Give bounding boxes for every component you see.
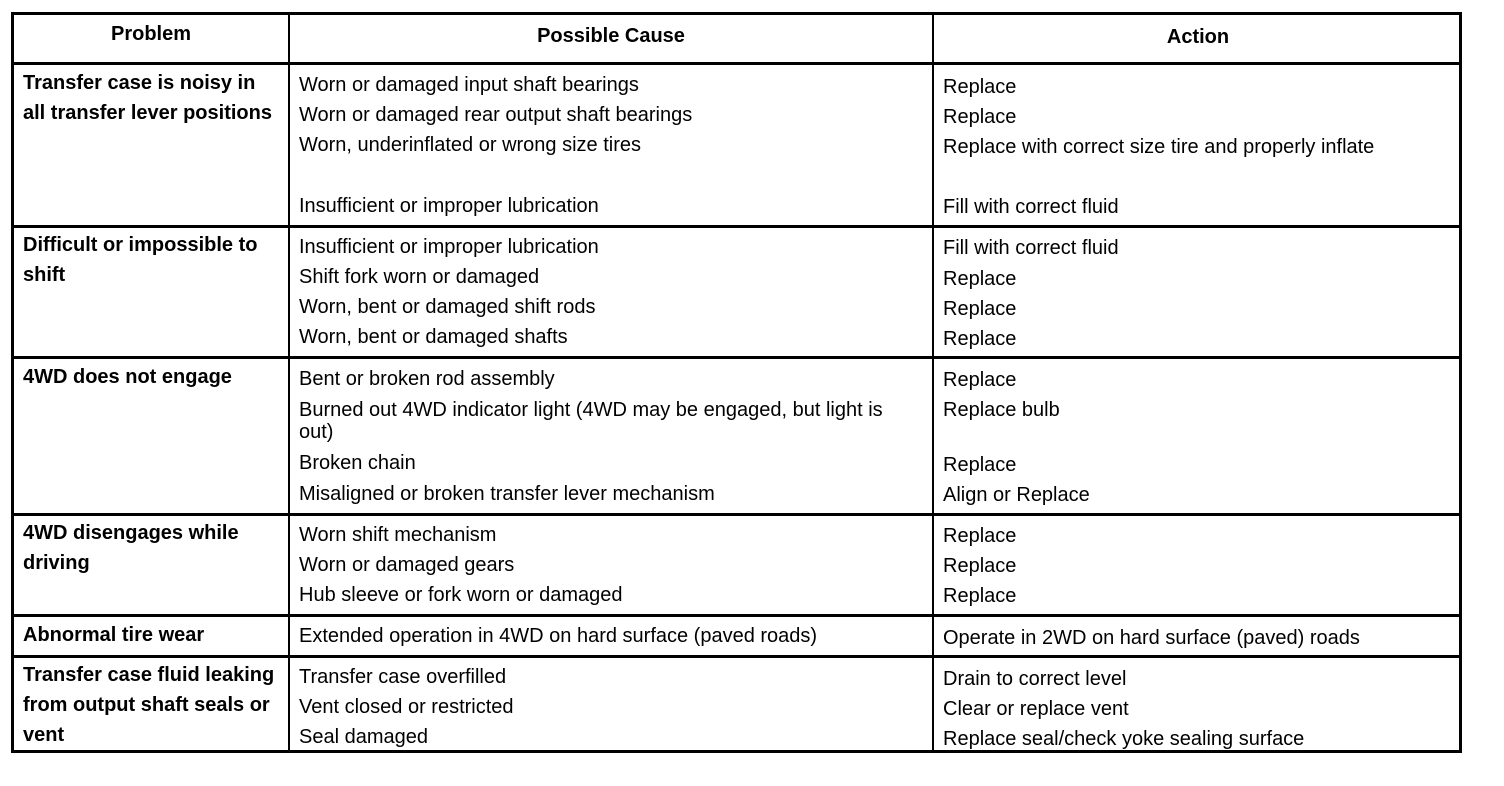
column-divider-2: [932, 15, 934, 750]
action-cell: Replace: [943, 106, 1017, 128]
action-cell: Drain to correct level: [943, 668, 1127, 690]
cause-cell: Worn or damaged gears: [299, 554, 515, 576]
action-cell: Fill with correct fluid: [943, 237, 1119, 259]
cause-cell: Hub sleeve or fork worn or damaged: [299, 584, 623, 606]
action-cell: Align or Replace: [943, 484, 1090, 506]
cause-cell: Worn or damaged rear output shaft bearings: [299, 104, 693, 126]
action-cell: Replace with correct size tire and properly inflate: [943, 136, 1375, 158]
cause-cell: Worn or damaged input shaft bearings: [299, 74, 639, 96]
header-divider: [14, 62, 1459, 65]
action-cell: Replace: [943, 525, 1017, 547]
action-cell: Replace: [943, 268, 1017, 290]
cause-cell: Insufficient or improper lubrication: [299, 236, 599, 258]
cause-cell: Extended operation in 4WD on hard surface (paved roads): [299, 625, 818, 647]
cause-cell: Misaligned or broken transfer lever mechanism: [299, 483, 715, 505]
header-action: Action: [1166, 26, 1230, 48]
header-problem: Problem: [110, 23, 192, 45]
action-cell: Replace: [943, 298, 1017, 320]
cause-cell: Insufficient or improper lubrication: [299, 195, 599, 217]
action-cell: Replace: [943, 328, 1017, 350]
cause-cell: Bent or broken rod assembly: [299, 368, 555, 390]
action-cell: Replace seal/check yoke sealing surface: [943, 728, 1305, 750]
action-cell: Replace: [943, 369, 1017, 391]
cause-cell: Worn, bent or damaged shift rods: [299, 296, 596, 318]
header-cause: Possible Cause: [537, 25, 685, 47]
cause-cell: Broken chain: [299, 452, 416, 474]
row-divider-2: [14, 356, 1459, 359]
cause-cell: Worn, bent or damaged shafts: [299, 326, 568, 348]
action-cell: Clear or replace vent: [943, 698, 1129, 720]
diagnosis-table: [11, 12, 1462, 753]
action-cell: Operate in 2WD on hard surface (paved) roads: [943, 627, 1360, 649]
cause-cell: Vent closed or restricted: [299, 696, 514, 718]
problem-cell: Transfer case fluid leaking from output shaft seals or vent: [23, 664, 275, 746]
problem-cell: Abnormal tire wear: [23, 624, 205, 646]
problem-cell: Difficult or impossible to shift: [23, 234, 258, 286]
cause-cell: Worn shift mechanism: [299, 524, 497, 546]
problem-cell: 4WD does not engage: [23, 366, 232, 388]
action-cell: Replace: [943, 76, 1017, 98]
cause-cell: Burned out 4WD indicator light (4WD may be engaged, but light is out): [299, 399, 883, 443]
row-divider-4: [14, 614, 1459, 617]
cause-cell: Shift fork worn or damaged: [299, 266, 540, 288]
action-cell: Replace bulb: [943, 399, 1060, 421]
problem-cell: Transfer case is noisy in all transfer lever positions: [23, 72, 272, 124]
cause-cell: Transfer case overfilled: [299, 666, 507, 688]
cause-cell: Worn, underinflated or wrong size tires: [299, 134, 642, 156]
action-cell: Replace: [943, 454, 1017, 476]
cause-cell: Seal damaged: [299, 726, 428, 748]
action-cell: Fill with correct fluid: [943, 196, 1119, 218]
row-divider-5: [14, 655, 1459, 658]
row-divider-3: [14, 513, 1459, 516]
problem-cell: 4WD disengages while driving: [23, 522, 239, 574]
row-divider-1: [14, 225, 1459, 228]
action-cell: Replace: [943, 555, 1017, 577]
action-cell: Replace: [943, 585, 1017, 607]
column-divider-1: [288, 15, 290, 750]
